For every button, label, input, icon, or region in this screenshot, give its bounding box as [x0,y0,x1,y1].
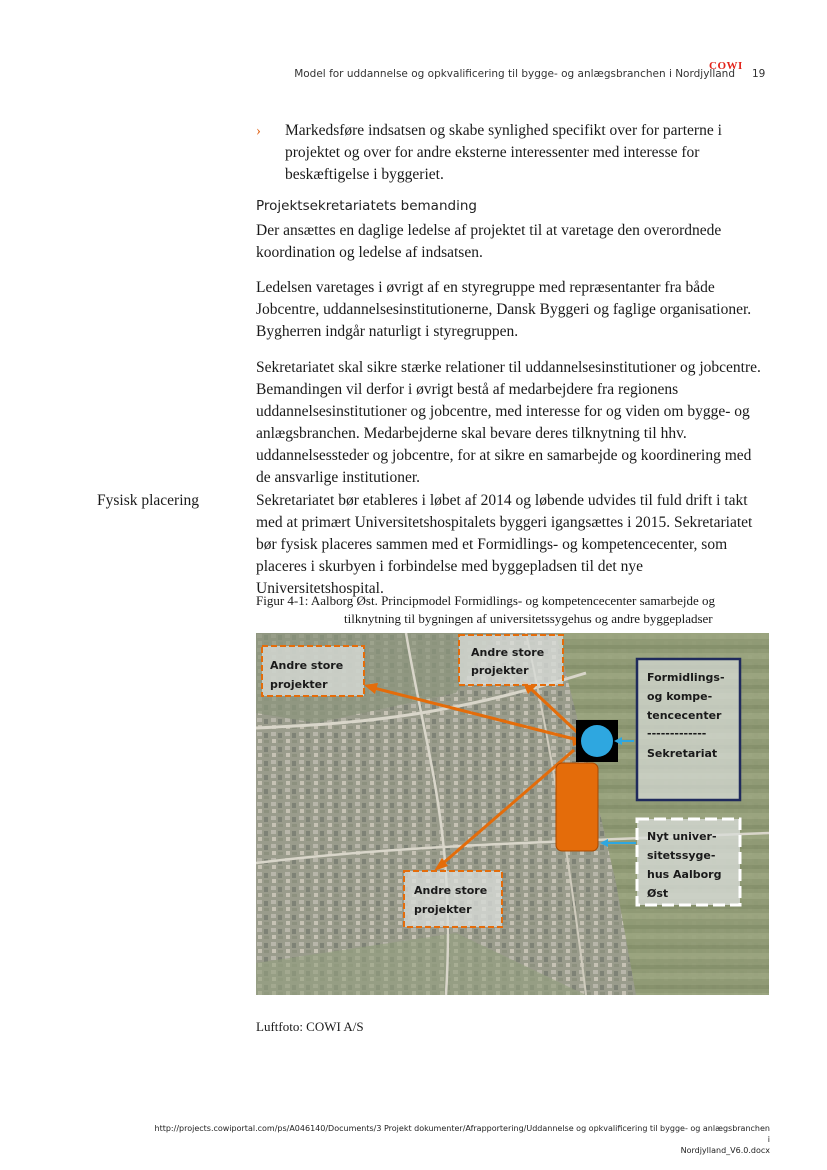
projects-top-line-1: Andre store [471,646,545,659]
hospital-line-3: hus Aalborg [647,868,722,881]
label-projects-top [459,635,563,685]
center-line-1: Formidlings- [647,671,725,684]
projects-top-line-2: projekter [471,664,529,677]
paragraph-1: Der ansættes en daglige ledelse af projektet til at varetage den overordnede koordination og ledelse af indsatsen. [256,222,722,261]
center-marker-circle [581,725,613,757]
hospital-line-4: Øst [647,887,669,900]
label-projects-left [262,646,364,696]
photo-credit: Luftfoto: COWI A/S [256,1019,364,1034]
bullet-text: Markedsføre indsatsen og skabe synlighed specifikt over for parterne i projektet og over for andre eksterne interessenter med interesse for beskæftigelse i byggeriet. [285,122,722,183]
placement-paragraph: Sekretariatet bør etableres i løbet af 2014 og løbende udvides til fuld drift i takt med at primært Universitetshospitalets byggeri igangsættes i 2015. Sekretariatet bør fysisk placeres sammen med et Formidlings- og kompetencecenter, som placeres i skurbyen i forbindelse med byggepladsen til det nye Universitetshospital. [256,492,753,597]
projects-bottom-box [404,871,502,927]
aerial-map [256,633,769,995]
figure-caption [256,592,768,628]
label-projects-bottom [404,871,502,927]
projects-left-line-1: Andre store [270,659,344,672]
footer-line-2: Nordjylland_V6.0.docx [680,1146,770,1155]
bullet-marker: › [256,123,261,139]
hospital-line-2: sitetssyge- [647,849,716,862]
running-header: Model for uddannelse og opkvalificering til bygge- og anlægsbranchen i Nordjylland [294,68,735,80]
center-line-3: tencecenter [647,709,722,722]
section-heading: Projektsekretariatets bemanding [256,198,477,214]
paragraph-2: Ledelsen varetages i øvrigt af en styregruppe med repræsentanter fra både Jobcentre, uddannelsesinstitutionerne, Dansk Byggeri og faglige organisationer. Bygherren indgår naturligt i styregruppen. [256,279,752,340]
projects-bottom-line-1: Andre store [414,884,488,897]
paragraph-3: Sekretariatet skal sikre stærke relationer til uddannelsesinstitutioner og jobcentre. Bemandingen vil derfor i øvrigt bestå af medarbejdere fra regionens uddannelsesinstitutioner og jobcentre, med interesse for og viden om bygge- og anlægsbranchen. Medarbejderne skal bevare deres tilknytning til hhv. uddannelsessteder og jobcentre, for at sikre en samarbejde og koordinering med de ansvarlige institutioner. [256,359,761,486]
projects-left-line-2: projekter [270,678,328,691]
label-competence-center [637,659,740,800]
center-line-5: Sekretariat [647,747,718,760]
margin-label: Fysisk placering [97,492,200,509]
caption-line-1: Figur 4-1: Aalborg Øst. Principmodel Formidlings- og kompetencecenter samarbejde og [256,593,716,608]
cowi-logo: COWI [709,60,743,72]
center-line-4: ------------- [647,727,707,740]
page-number: 19 [752,68,766,80]
projects-bottom-line-2: projekter [414,903,472,916]
footer-path [150,1123,770,1156]
center-line-2: og kompe- [647,690,713,703]
aerial-figure [256,633,769,995]
label-new-hospital [637,819,740,905]
caption-line-2: tilknytning til bygningen af universitetssygehus og andre byggepladser [344,611,713,626]
projects-top-box [459,635,563,685]
footer-line-1: http://projects.cowiportal.com/ps/A046140/Documents/3 Projekt dokumenter/Afrapportering/Uddannelse og opkvalificering til bygge- og anlægsbranchen i [154,1124,770,1144]
hospital-line-1: Nyt univer- [647,830,717,843]
hospital-site [556,763,598,851]
